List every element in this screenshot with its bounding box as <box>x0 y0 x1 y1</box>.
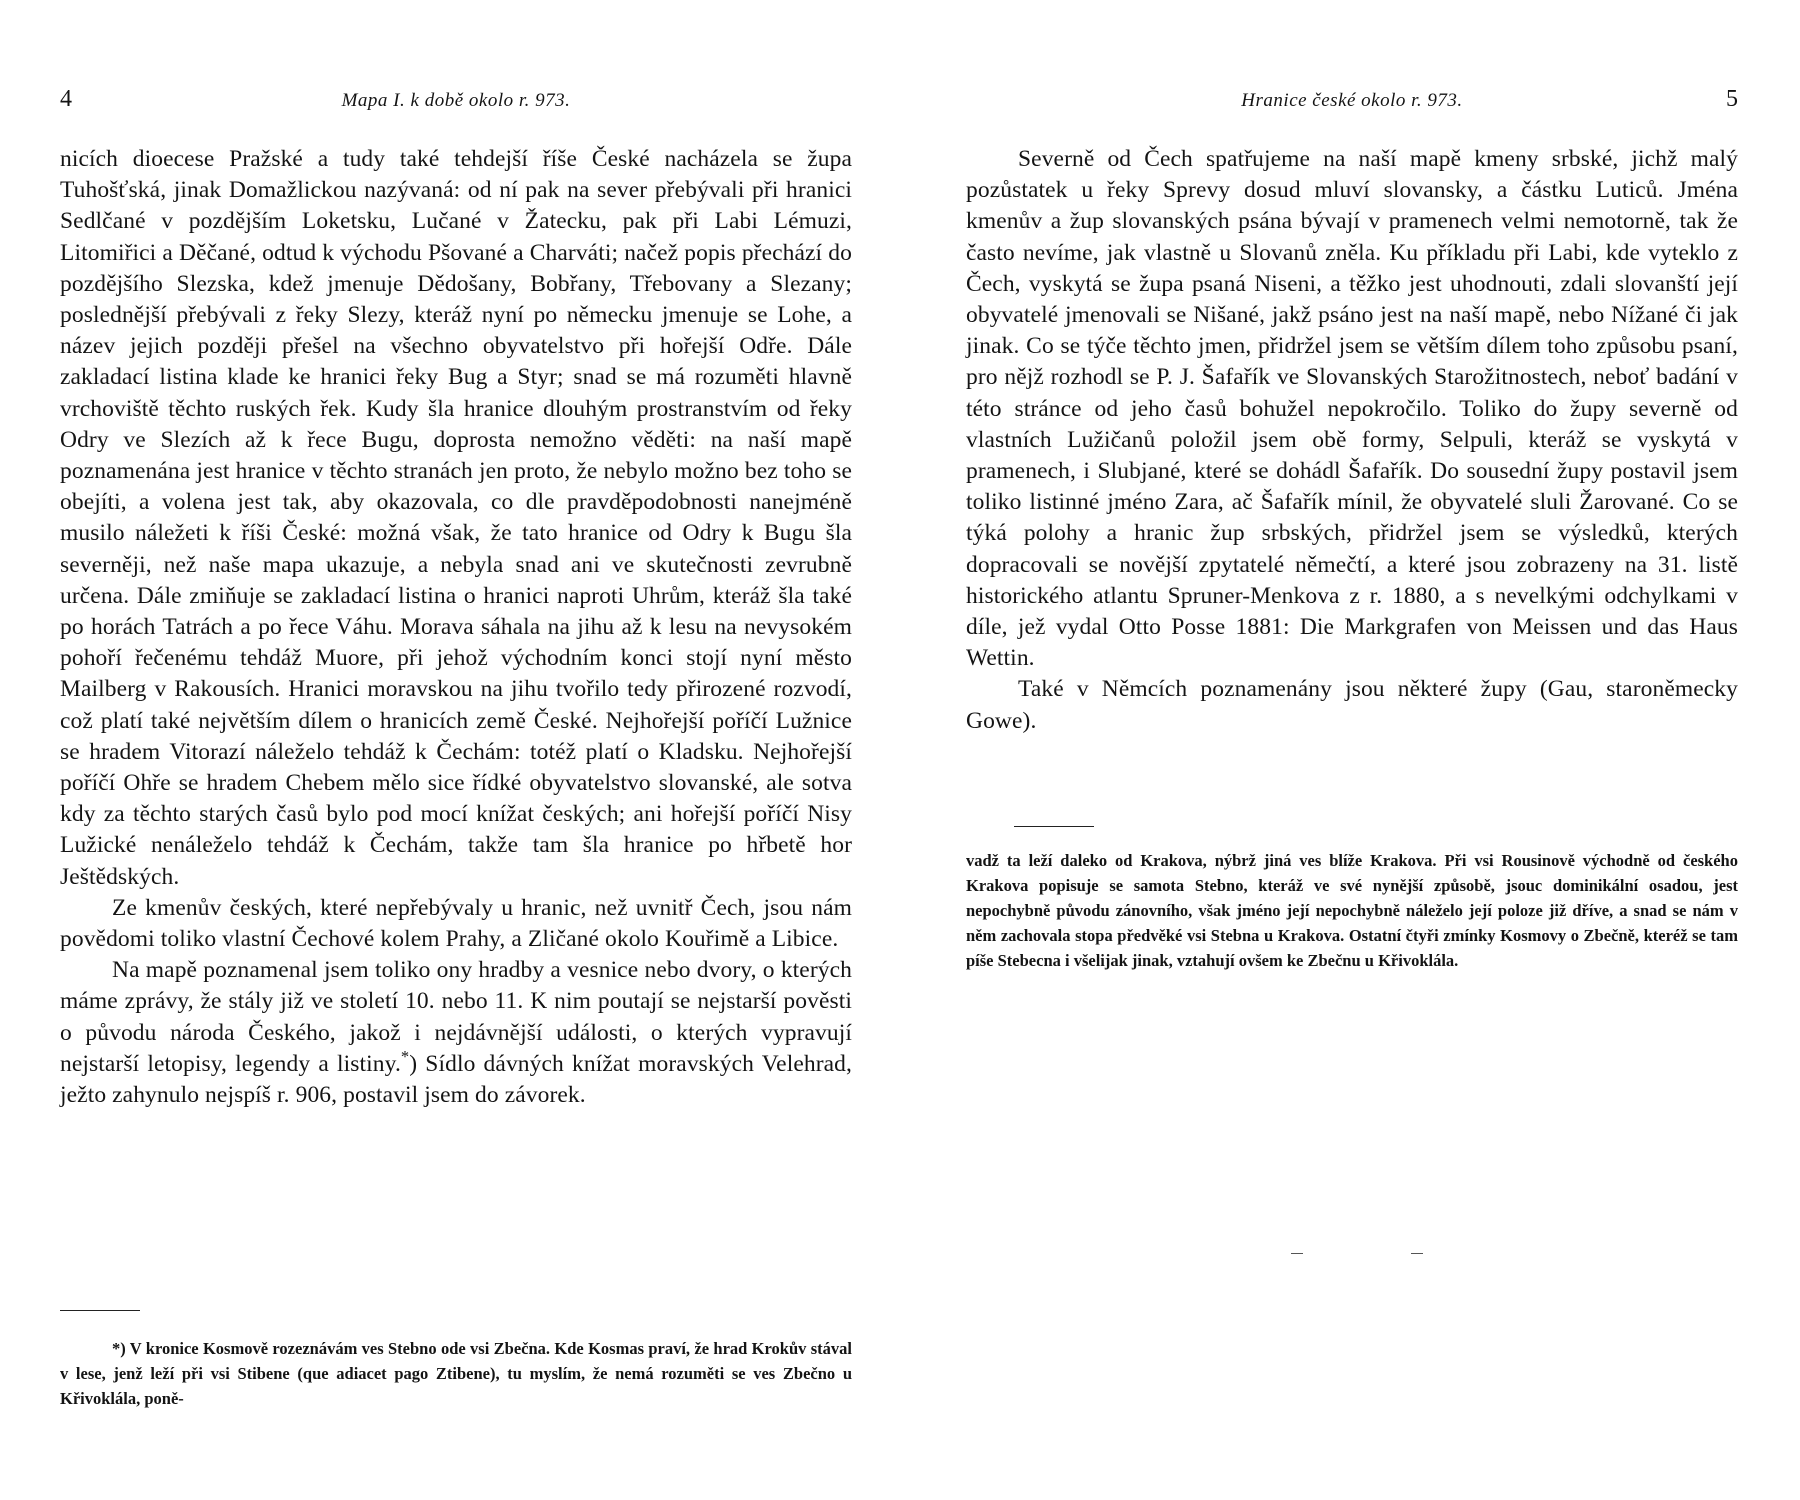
right-page-header <box>966 86 1738 116</box>
paragraph-text: Na mapě poznamenal jsem toliko ony hradby a vesnice nebo dvory, o kterých máme zprávy, že stály již ve století 10. nebo 11. K nim poutají se nejstarší pověsti o původu národa Českého, jakož i nejdávnější události, o kterých vypravují nejstarší letopisy, legendy a listiny. <box>60 957 852 1077</box>
left-page-body <box>60 144 852 1111</box>
paragraph: nicích dioecese Pražské a tudy také tehdejší říše České nacházela se župa Tuhošťská, jinak Domažlickou nazývaná: od ní pak na sever přebývali při hranici Sedlčané v pozdějším Loketsku, Lučané v Žatecku, pak při Labi Lémuzi, Litomiřici a Děčané, odtud k východu Pšované a Charváti; načež popis přechází do pozdějšího Slezska, kdež jmenuje Dědošany, Bobřany, Třebovany a Slezany; poslednější přebývali z řeky Slezy, kteráž nyní po německu jmenuje se Lohe, a název jejich později přešel na všechno obyvatelstvo při hořejší Odře. Dále zakladací listina klade ke hranici řeky Bug a Styr; snad se má rozuměti hlavně vrchoviště těchto ruských řek. Kudy šla hranice dlouhým prostranstvím od řeky Odry ve Slezích až k řece Bugu, doprosta nemožno věděti: na naší mapě poznamenána jest hranice v těchto stranách jen proto, že nebylo možno bez toho se obejíti, a volena jest tak, aby okazovala, co dle pravděpodobnosti nanejméně musilo náležeti k říši České: možná však, že tato hranice od Odry k Bugu šla severněji, než naše mapa ukazuje, a nebyla snad ani ve skutečnosti zevrubně určena. Dále zmiňuje se zakladací listina o hranici naproti Uhrům, kteráž šla také po horách Tatrách a po řece Váhu. Morava sáhala na jihu až k lesu na nevysokém pohoří řečenému tehdáž Muore, při jehož východním konci stojí nyní město Mailberg v Rakousích. Hranici moravskou na jihu tvořilo tedy přirozené rozvodí, což platí také největším dílem o hranicích země České. Nejhořejší poříčí Lužnice se hradem Vitorazí náleželo tehdáž k Čechám: totéž platí o Kladsku. Nejhořejší poříčí Ohře se hradem Chebem mělo sice řídké obyvatelstvo slovanské, ale sotva kdy za těchto starých časů bylo pod mocí knížat českých; ani hořejší poříčí Nisy Lužické nenáleželo tehdáž k Čechám, takže tam šla hranice po hřbetě hor Ještědských. <box>60 146 852 890</box>
footnote-reference[interactable]: * <box>400 1047 410 1067</box>
footnote-continuation: vadž ta leží daleko od Krakova, nýbrž jiná ves blíže Krakova. Při vsi Rousinově východně od českého Krakova popisuje se samota Stebno, kteráž ve své nynější způsobě, jsouc dominikální osadou, jest nepochybně původu zánovního, však jméno její nepochybně náleželo její poloze již dříve, a snad se nám v něm zachovala stopa předvěké vsi Stebna u Krakova. Ostatní čtyři zmínky Kosmovy o Zbečně, kteréž se tam píše Stebecna i všelijak jinak, vztahují ovšem ke Zbečnu u Křivoklála. <box>966 851 1738 970</box>
page-number: 4 <box>60 86 72 112</box>
paragraph: Severně od Čech spatřujeme na naší mapě kmeny srbské, jichž malý pozůstatek u řeky Sprevy dosud mluví slovansky, a částku Luticů. Jména kmenův a žup slovanských psána bývají v pramenech velmi nemotorně, tak že často nevíme, jak vlastně u Slovanů zněla. Ku příkladu při Labi, kde vyteklo z Čech, vyskytá se župa psaná Niseni, a těžko jest uhodnouti, zdali slovanští její obyvatelé jmenovali se Nišané, jakž psáno jest na naší mapě, nebo Nížané či jak jinak. Co se týče těchto jmen, přidržel jsem se větším dílem toho způsobu psaní, pro nějž rozhodl se P. J. Šafařík ve Slovanských Starožitnostech, neboť badání v této stránce od jeho časů bohužel nepokročilo. Toliko do župy severně od vlastních Lužičanů položil jsem obě formy, Selpuli, kteráž se vyskytá v pramenech, i Slubjané, které se dohádl Šafařík. Do sousední župy postavil jsem toliko listinné jméno Zara, ač Šafařík mínil, že obyvatelé sluli Žarované. Co se týká polohy a hranic žup srbských, přidržel jsem se výsledků, kterých dopracovali se novější zpytatelé němečtí, a které jsou zobrazeny na 31. listě historického atlantu Spruner-Menkova z r. 1880, a s nevelkými odchylkami v díle, jež vydal Otto Posse 1881: Die Markgrafen von Meissen und das Haus Wettin. <box>966 146 1738 672</box>
footnote-text: *) V kronice Kosmově rozeznávám ves Stebno ode vsi Zbečna. Kde Kosmas praví, že hrad Krokův stával v lese, jenž leží při vsi Stibene (que adiacet pago Ztibene), tu myslím, že nemá rozuměti se ves Zbečno u Křivoklála, poně- <box>60 1339 852 1408</box>
page-number: 5 <box>1726 86 1738 112</box>
footnote <box>60 1336 852 1411</box>
paragraph <box>60 955 852 1111</box>
running-title: Hranice české okolo r. 973. <box>1241 90 1463 111</box>
left-page-header <box>60 86 852 116</box>
paragraph: Také v Němcích poznamenány jsou některé župy (Gau, staroněmecky Gowe). <box>966 676 1738 734</box>
footnote-divider <box>60 1310 140 1311</box>
paragraph-text: ) Sídlo dávných knížat moravských Velehrad, ježto zahynulo nejspíš r. 906, postavil jsem do závorek. <box>60 1050 852 1109</box>
left-page <box>60 0 852 1500</box>
paragraph: Ze kmenův českých, které nepřebývaly u hranic, než uvnitř Čech, jsou nám povědomi toliko vlastní Čechové kolem Prahy, a Zličané okolo Kouřimě a Libice. <box>60 894 852 953</box>
running-title: Mapa I. k době okolo r. 973. <box>341 90 571 111</box>
footnote-divider <box>1014 826 1094 827</box>
right-page <box>966 0 1738 1500</box>
right-page-body <box>966 144 1738 737</box>
scan-mark <box>1411 1253 1423 1254</box>
scan-mark <box>1291 1253 1303 1254</box>
